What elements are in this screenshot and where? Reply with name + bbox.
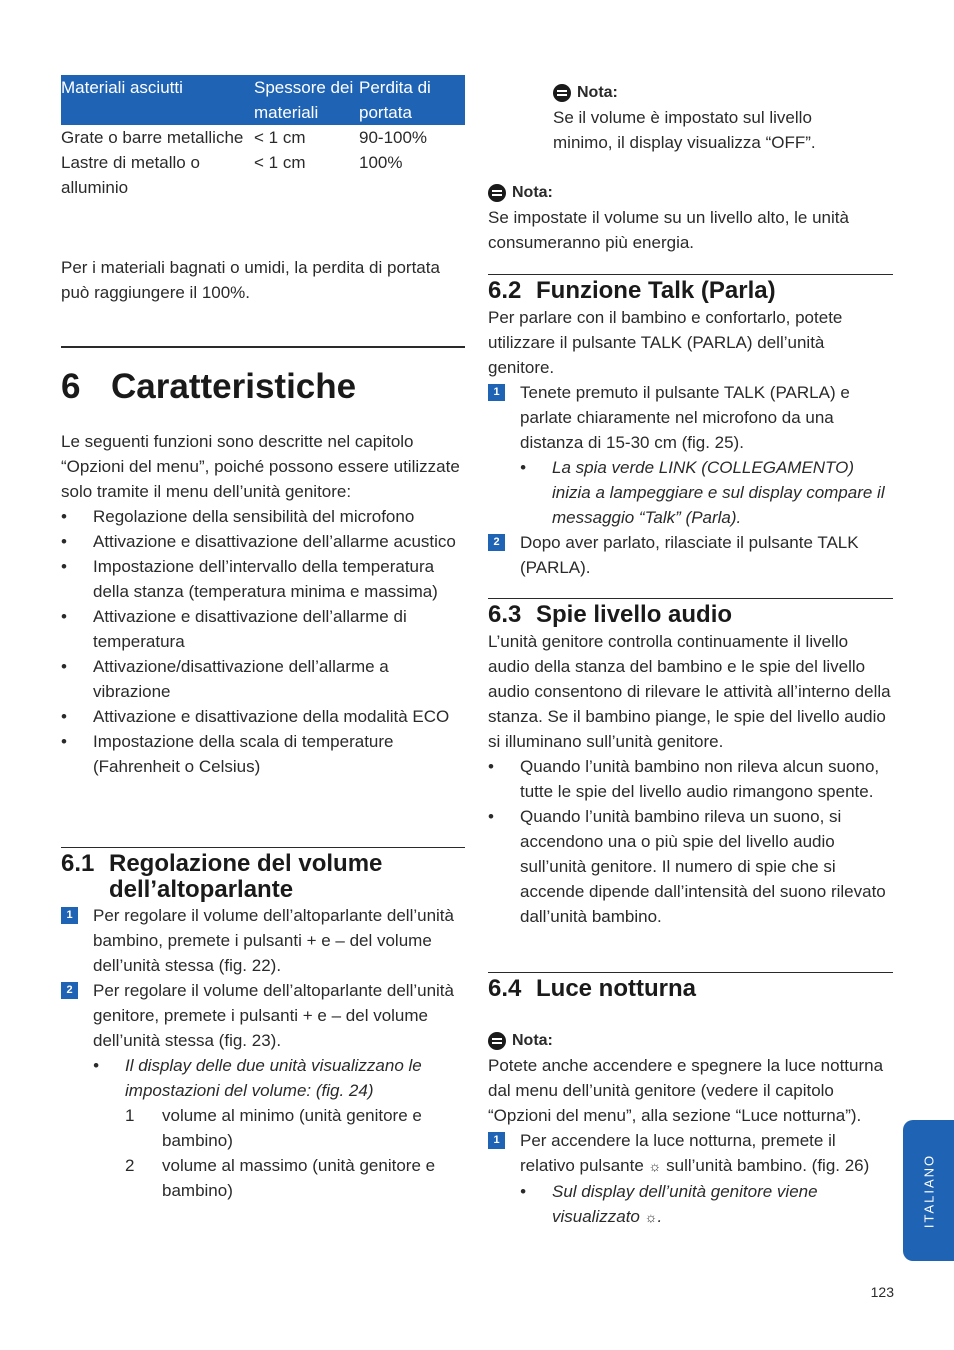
audio-level-list xyxy=(488,754,894,929)
step-2 xyxy=(61,978,465,1053)
step-text: Dopo aver parlato, rilasciate il pulsante TALK (PARLA). xyxy=(520,533,859,577)
note-heading xyxy=(488,180,888,205)
section-number: 6.1 xyxy=(61,850,95,877)
section-intro: L’unità genitore controlla continuamente il livello audio della stanza del bambino e le spie del livello audio consentono di rilevare le attività all’interno della stanza. Se il bambino piange, le spie del livello audio si illuminano sull’unità genitore. xyxy=(488,632,891,751)
table-cell: Lastre di metallo o alluminio xyxy=(61,153,200,197)
section-divider xyxy=(488,598,893,599)
table-cell: 90-100% xyxy=(359,128,428,147)
section-divider xyxy=(488,274,893,275)
step-2 xyxy=(488,530,894,580)
table-header-row xyxy=(61,75,465,125)
table-header-cell: Perdita di portata xyxy=(359,75,465,125)
night-light-icon: ☼ xyxy=(644,1209,658,1225)
item-text: volume al minimo (unità genitore e bambino) xyxy=(162,1106,422,1150)
step-text: Per accendere la luce notturna, premete il relativo pulsante xyxy=(520,1131,836,1175)
chapter-number: 6 xyxy=(61,367,81,406)
note-icon xyxy=(553,84,571,102)
night-light-icon: ☼ xyxy=(648,1158,662,1174)
result-list xyxy=(520,455,894,530)
step-text: Per regolare il volume dell’altoparlante dell’unità bambino, premete i pulsanti + e – del volume dell’unità stessa (fig. 22). xyxy=(93,906,454,975)
table-footnote: Per i materiali bagnati o umidi, la perdita di portata può raggiungere il 100%. xyxy=(61,258,440,302)
step-1 xyxy=(488,380,894,455)
chapter-title xyxy=(61,367,465,407)
list-item: • Il display delle due unità visualizzano le impostazioni del volume: (fig. 24) xyxy=(93,1053,465,1103)
feature-list xyxy=(61,504,465,779)
note-1 xyxy=(553,80,853,155)
item-number: 2 xyxy=(125,1156,135,1175)
chapter-body xyxy=(61,429,465,779)
table-header-cell: Spessore dei materiali xyxy=(254,75,359,125)
section-body-6-4 xyxy=(488,1028,894,1230)
chapter-intro: Le seguenti funzioni sono descritte nel capitolo “Opzioni del menu”, poiché possono essere utilizzate solo tramite il menu dell’unità genitore: xyxy=(61,432,460,501)
list-item: • Impostazione dell’intervallo della temperatura della stanza (temperatura minima e massima) xyxy=(61,554,465,604)
table-row xyxy=(61,150,465,200)
note-2 xyxy=(488,180,888,255)
step-number-badge: 2 xyxy=(488,534,505,551)
section-body-6-3 xyxy=(488,629,894,929)
section-number: 6.4 xyxy=(488,975,522,1002)
note-text: Se impostate il volume su un livello alto, le unità consumeranno più energia. xyxy=(488,208,849,252)
note-label: Nota: xyxy=(512,1032,553,1049)
step-text: Per regolare il volume dell’altoparlante dell’unità genitore, premete i pulsanti + e – del volume dell’unità stessa (fig. 23). xyxy=(93,981,454,1050)
list-item: • Attivazione e disattivazione dell’allarme acustico xyxy=(61,529,465,554)
table-cell: < 1 cm xyxy=(254,153,306,172)
chapter-divider xyxy=(61,346,465,348)
list-item: • Attivazione/disattivazione dell’allarme a vibrazione xyxy=(61,654,465,704)
note-text: Se il volume è impostato sul livello minimo, il display visualizza “OFF”. xyxy=(553,108,816,152)
note-label: Nota: xyxy=(577,84,618,101)
list-item: • La spia verde LINK (COLLEGAMENTO) inizia a lampeggiare e sul display compare il messaggio “Talk” (Parla). xyxy=(520,455,894,530)
list-item: • Quando l’unità bambino non rileva alcun suono, tutte le spie del livello audio rimangono spente. xyxy=(488,754,894,804)
section-divider xyxy=(488,972,893,973)
step-1 xyxy=(61,903,465,978)
step-1 xyxy=(488,1128,894,1179)
table-cell: 100% xyxy=(359,153,403,172)
note-heading xyxy=(553,80,853,105)
section-body-6-2 xyxy=(488,305,894,580)
section-title-6-4 xyxy=(488,976,894,1002)
list-item: • Attivazione e disattivazione dell’allarme di temperatura xyxy=(61,604,465,654)
language-tab xyxy=(903,1120,954,1261)
item-number: 1 xyxy=(125,1106,135,1125)
list-item-text: Sul display dell’unità genitore viene visualizzato xyxy=(552,1182,818,1226)
table-header-cell: Materiali asciutti xyxy=(61,75,254,125)
table-cell: Grate o barre metalliche xyxy=(61,128,244,147)
section-title-text: dell’altoparlante xyxy=(109,876,294,903)
section-number: 6.2 xyxy=(488,277,522,304)
page-number: 123 xyxy=(870,1284,894,1300)
item-text: volume al massimo (unità genitore e bambino) xyxy=(162,1156,436,1200)
table-cell: < 1 cm xyxy=(254,128,306,147)
section-title-text: Luce notturna xyxy=(536,975,696,1002)
section-body-6-1 xyxy=(61,903,465,1203)
step-2-results xyxy=(61,1053,465,1203)
list-item: • Impostazione della scala di temperature (Fahrenheit o Celsius) xyxy=(61,729,465,779)
section-title-6-1 xyxy=(61,851,465,903)
section-title-text: Funzione Talk (Parla) xyxy=(536,277,776,304)
section-title-text: Spie livello audio xyxy=(536,601,733,628)
step-text: Tenete premuto il pulsante TALK (PARLA) e parlate chiaramente nel microfono da una distanza di 15-30 cm (fig. 25). xyxy=(520,383,850,452)
step-1-results xyxy=(488,1179,894,1230)
section-title-6-2 xyxy=(488,278,894,304)
list-item: • Attivazione e disattivazione della modalità ECO xyxy=(61,704,465,729)
section-title-text: Regolazione del volume xyxy=(109,850,383,877)
step-number-badge: 1 xyxy=(488,384,505,401)
numbered-item xyxy=(125,1103,465,1153)
table-row xyxy=(61,125,465,150)
step-number-badge: 2 xyxy=(61,982,78,999)
note-icon xyxy=(488,184,506,202)
result-list xyxy=(520,1179,894,1230)
result-list xyxy=(93,1053,465,1103)
numbered-item xyxy=(125,1153,465,1203)
list-item: • Quando l’unità bambino rileva un suono, si accendono una o più spie del livello audio sull’unità genitore. Il numero di spie che si accende dipende dall’intensità del suono rilevato dall’unità bambino. xyxy=(488,804,894,929)
section-intro: Per parlare con il bambino e confortarlo, potete utilizzare il pulsante TALK (PARLA) dell’unità genitore. xyxy=(488,308,843,377)
section-number: 6.3 xyxy=(488,601,522,628)
note-heading xyxy=(488,1028,894,1053)
list-item: • Regolazione della sensibilità del microfono xyxy=(61,504,465,529)
section-title-6-3 xyxy=(488,602,894,628)
note-text: Potete anche accendere e spegnere la luce notturna dal menu dell’unità genitore (vedere il capitolo “Opzioni del menu”, alla sezione “Luce notturna”). xyxy=(488,1056,884,1125)
list-item: • Sul display dell’unità genitore viene visualizzato ☼. xyxy=(520,1179,894,1230)
chapter-title-text: Caratteristiche xyxy=(111,367,357,406)
note-icon xyxy=(488,1032,506,1050)
step-text: sull’unità bambino. (fig. 26) xyxy=(666,1156,870,1175)
step-number-badge: 1 xyxy=(61,907,78,924)
section-divider xyxy=(61,847,465,848)
language-tab-label: ITALIANO xyxy=(921,1153,936,1228)
note-label: Nota: xyxy=(512,184,553,201)
step-1-results xyxy=(488,455,894,530)
step-number-badge: 1 xyxy=(488,1132,505,1149)
materials-table xyxy=(61,75,465,200)
